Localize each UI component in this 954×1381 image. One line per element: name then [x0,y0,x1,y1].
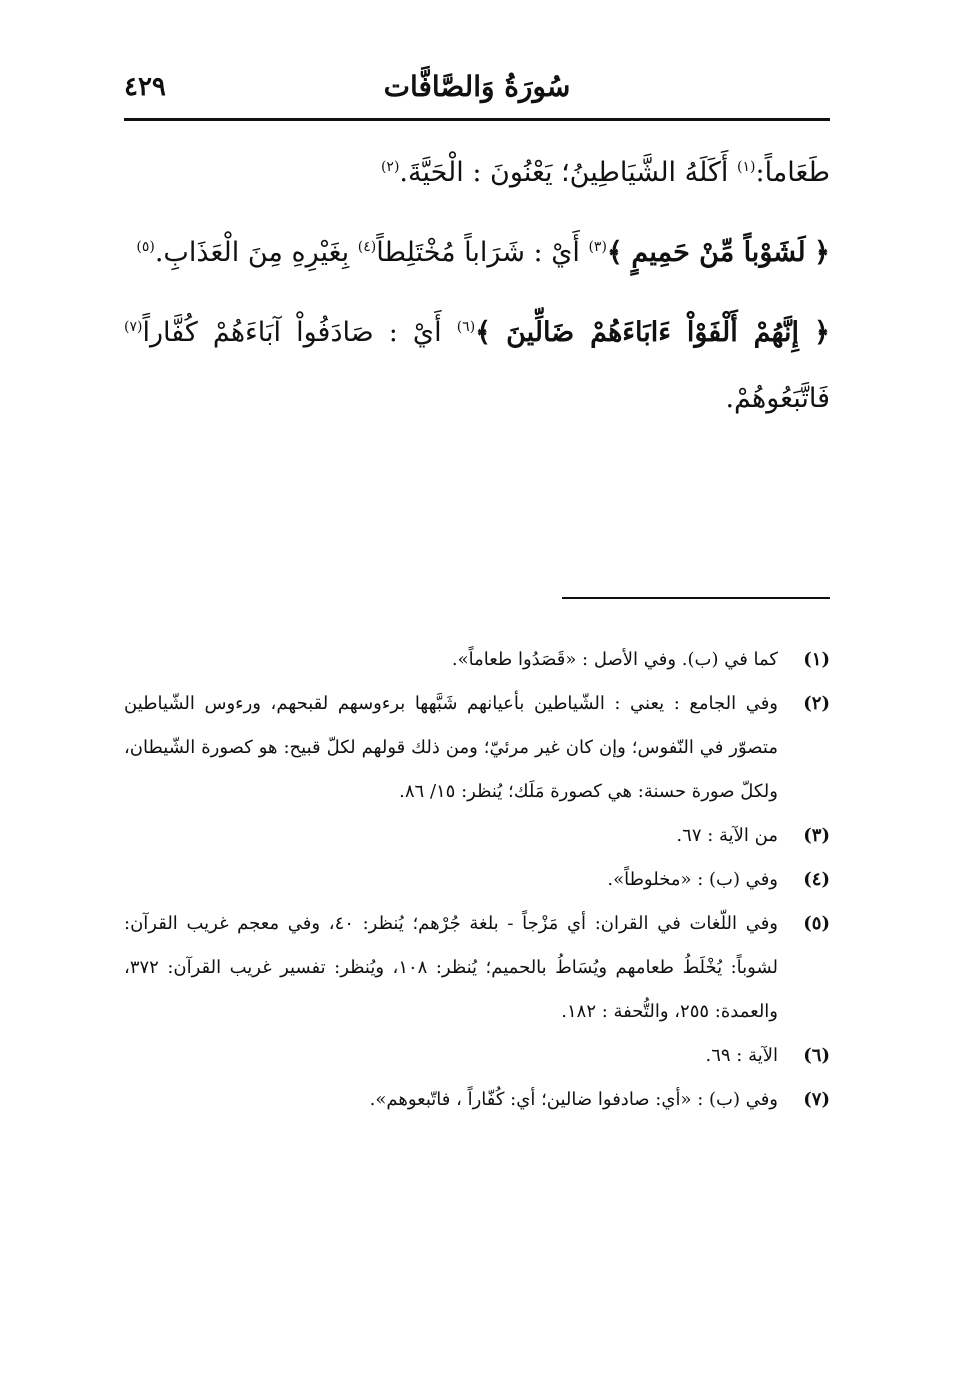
footnote-ref: (٦) [456,319,476,335]
footnote-text: الآية : ٦٩. [705,1045,778,1066]
running-title: سُورَةُ وَالصَّافَّات [383,70,571,103]
paragraph-3 [124,300,830,432]
footnote [124,682,830,814]
header-rule [124,118,830,121]
footnote-number: (٦) [803,1045,830,1066]
footnotes [124,638,830,1122]
text: أَيْ : صَادَفُواْ آبَاءَهُمْ كُفَّاراً [142,317,442,348]
ornate-bracket-open: ﴿ [814,237,830,268]
footnote-text: وفي (ب) : «مخلوطاً». [607,869,778,890]
footnote-ref: (٤) [357,239,377,255]
footnote [124,638,830,682]
page-header [124,60,830,116]
text: أَكَلَهُ الشَّيَاطِينُ؛ يَعْنُونَ : الْحَيَّةَ. [399,157,729,188]
quran-verse: لَشَوْباً مِّنْ حَمِيمٍ [631,237,806,268]
footnote-ref: (٣) [588,239,607,255]
paragraph-2 [124,220,830,286]
ornate-bracket-close: ﴾ [606,237,623,268]
footnote-ref: (٥) [136,239,155,255]
footnote-text: وفي (ب) : «أي: صادفوا ضالين؛ أي: كُفّاراً ، فاتّبعوهم». [369,1089,778,1110]
page-number: ٤٢٩ [124,72,166,102]
footnote-separator [562,597,830,599]
main-text [124,140,830,446]
footnote-number: (٣) [803,825,830,846]
footnote [124,1034,830,1078]
footnote-ref: (٧) [124,319,143,335]
footnote [124,902,830,1034]
footnote-number: (٢) [803,693,830,714]
footnote-text: كما في (ب). وفي الأصل : «قَصَدُوا طعاماً». [451,649,778,670]
footnote [124,1078,830,1122]
text: فَاتَّبَعُوهُمْ. [725,383,830,414]
footnote-text: وفي اللّغات في القران: أي مَزْجاً - بلغة جُرْهم؛ يُنظر: ٤٠، وفي معجم غريب القرآن: لشوباً: يُخْلَطُ طعامهم ويُسَاطُ بالحميم؛ يُنظر: ١٠٨، ويُنظر: تفسير غريب القرآن: ٣٧٢، والعمدة: ٢٥٥، والتُّحفة : ١٨٢. [124,913,778,1022]
footnote [124,814,830,858]
footnote-number: (٧) [803,1089,830,1110]
footnote-text: من الآية : ٦٧. [676,825,778,846]
text: أَيْ : شَرَاباً مُخْتَلِطاً [376,237,580,268]
paragraph-1 [124,140,830,206]
quran-verse: إِنَّهُمْ أَلْفَوْاْ ءَابَاءَهُمْ ضَالِّينَ [506,317,800,348]
footnote-ref: (١) [737,159,756,175]
footnote-number: (٥) [803,913,830,934]
footnote [124,858,830,902]
ornate-bracket-close: ﴾ [475,317,491,348]
footnote-number: (١) [803,649,830,670]
text: بِغَيْرِهِ مِنَ الْعَذَابِ. [154,237,350,268]
text: طَعَاماً: [755,157,830,188]
footnote-text: وفي الجامع : يعني : الشّياطين بأعيانهم شَبَّهها برءوسهم لقبحهم، ورءوس الشّياطين متصوّر في النّفوس؛ وإن كان غير مرئيّ؛ ومن ذلك قولهم لكلّ قبيح: هو كصورة الشّيطان، ولكلّ صورة حسنة: هي كصورة مَلَك؛ يُنظر: ١٥/ ٨٦. [124,693,778,802]
footnote-number: (٤) [803,869,830,890]
footnote-ref: (٢) [380,159,400,175]
ornate-bracket-open: ﴿ [814,317,830,348]
